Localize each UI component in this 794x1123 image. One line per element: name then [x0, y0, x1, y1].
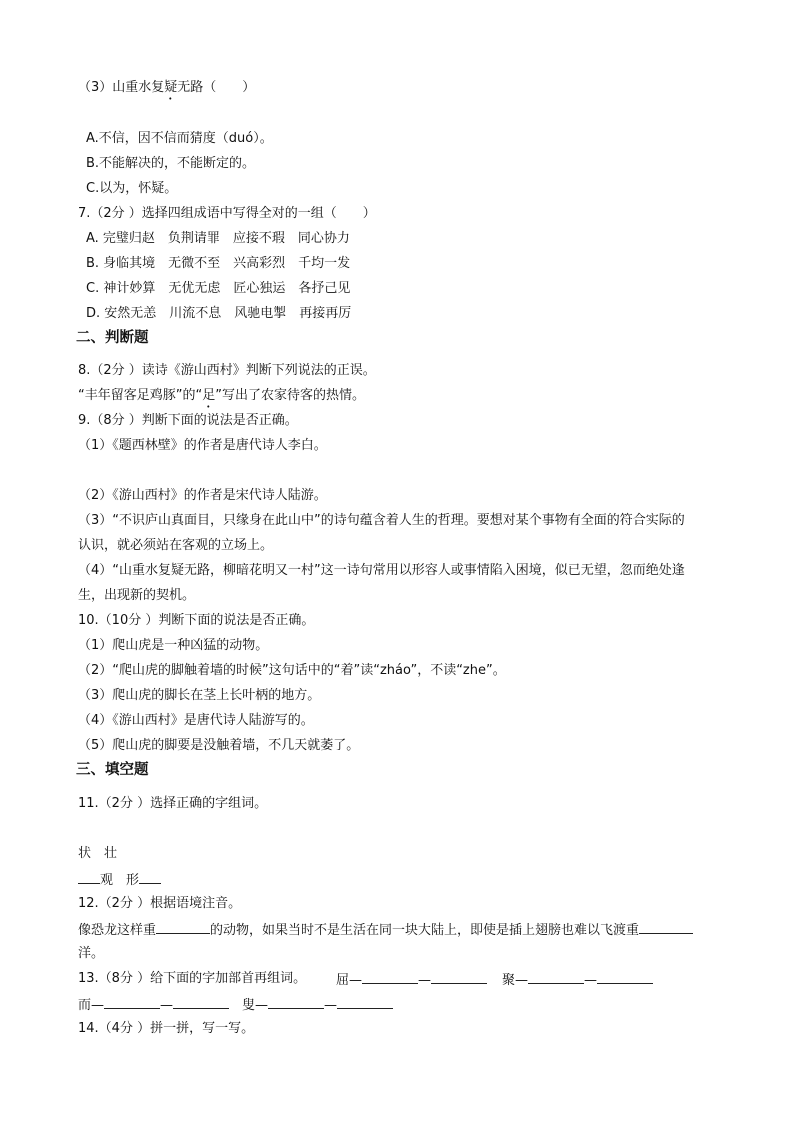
q7-option-b: B. 身临其境 无微不至 兴高彩烈 千均一发 — [86, 256, 351, 271]
q7-option-a: A. 完璧归赵 负荆请罪 应接不瑕 同心协力 — [86, 231, 350, 246]
q13-item-4 — [242, 995, 393, 1015]
q12-text-a: 像恐龙这样重 — [78, 923, 157, 938]
q13-item-1 — [336, 970, 487, 990]
q11-words: 观 形 — [100, 873, 140, 888]
q6-option-a: A.不信，因不信而猜度（duó）。 — [86, 131, 273, 146]
answer-blank[interactable] — [156, 920, 210, 934]
q6-sub3-stem — [78, 79, 255, 103]
emphasized-char: 足 — [202, 388, 216, 403]
dash: — — [418, 973, 432, 988]
q8-text-suffix: ”写出了农家待客的热情。 — [215, 388, 365, 403]
section-title-judgement: 二、判断题 — [76, 330, 149, 346]
q9-statement-2: （2）《游山西村》的作者是宋代诗人陆游。 — [78, 488, 327, 503]
dash: — — [515, 973, 529, 988]
q8-stem: 8.（2分 ）读诗《游山西村》判断下列说法的正误。 — [78, 363, 376, 378]
section-title-fill-blank: 三、填空题 — [76, 762, 149, 778]
stem-prefix: （3）山重水复 — [78, 80, 165, 95]
q12-line-2: 洋。 — [78, 946, 105, 961]
q11-stem: 11.（2分 ）选择正确的字组词。 — [78, 796, 268, 811]
q10-statement-1: （1）爬山虎是一种凶猛的动物。 — [78, 638, 269, 653]
q8-text-prefix: “丰年留客足鸡豚”的“ — [78, 388, 203, 403]
q10-statement-3: （3）爬山虎的脚长在茎上长叶柄的地方。 — [78, 688, 321, 703]
q10-stem: 10.（10分 ）判断下面的说法是否正确。 — [78, 613, 315, 628]
q10-statement-4: （4）《游山西村》是唐代诗人陆游写的。 — [78, 713, 314, 728]
dash: — — [255, 998, 269, 1013]
q9-statement-4-line1: （4）“山重水复疑无路，柳暗花明又一村”这一诗句常用以形容人或事情陷入困境，似已无望，忽而绝处逢 — [78, 563, 685, 578]
answer-blank[interactable] — [268, 995, 324, 1009]
q12-line-1 — [78, 920, 693, 940]
q13-char: 聚 — [502, 973, 516, 988]
answer-blank[interactable] — [639, 920, 693, 934]
q12-stem: 12.（2分 ）根据语境注音。 — [78, 896, 242, 911]
dash: — — [160, 998, 174, 1013]
answer-blank[interactable] — [431, 970, 487, 984]
q13-char: 屈 — [336, 973, 350, 988]
answer-blank[interactable] — [173, 995, 229, 1009]
q9-statement-3-line1: （3）“不识庐山真面目，只缘身在此山中”的诗句蕴含着人生的哲理。要想对某个事物有全面的符合实际的 — [78, 513, 685, 528]
q6-option-b: B.不能解决的，不能断定的。 — [86, 156, 256, 171]
q6-option-c: C.以为，怀疑。 — [86, 181, 178, 196]
q10-statement-2: （2）“爬山虎的脚触着墙的时候”这句话中的“着”读“zháo”，不读“zhe”。 — [78, 663, 506, 678]
q13-char: 而 — [78, 998, 92, 1013]
q13-item-3 — [78, 995, 229, 1015]
q7-option-c: C. 神计妙算 无优无虑 匠心独运 各抒己见 — [86, 281, 351, 296]
answer-blank[interactable] — [597, 970, 653, 984]
emphasized-char: 疑 — [164, 80, 178, 95]
q7-stem: 7.（2分 ）选择四组成语中写得全对的一组（ ） — [78, 206, 376, 221]
answer-blank[interactable] — [104, 995, 160, 1009]
q13-item-2 — [502, 970, 653, 990]
dash: — — [584, 973, 598, 988]
q7-option-d: D. 安然无恙 川流不息 风驰电掣 再接再厉 — [86, 306, 352, 321]
answer-blank[interactable] — [528, 970, 584, 984]
q10-statement-5: （5）爬山虎的脚要是没触着墙，不几天就萎了。 — [78, 738, 360, 753]
q14-stem: 14.（4分 ）拼一拼，写一写。 — [78, 1021, 255, 1036]
answer-blank[interactable] — [337, 995, 393, 1009]
q9-statement-4-line2: 生，出现新的契机。 — [78, 588, 196, 603]
q9-statement-1: （1）《题西林壁》的作者是唐代诗人李白。 — [78, 438, 327, 453]
answer-blank[interactable] — [362, 970, 418, 984]
answer-blank[interactable] — [139, 870, 161, 884]
q11-choices: 状 壮 — [78, 846, 118, 861]
dash: — — [91, 998, 105, 1013]
answer-blank[interactable] — [78, 870, 100, 884]
q11-blanks — [78, 870, 161, 890]
q9-statement-3-line2: 认识，就必须站在客观的立场上。 — [78, 538, 274, 553]
q13-stem: 13.（8分 ）给下面的字加部首再组词。 — [78, 971, 307, 986]
dash: — — [324, 998, 338, 1013]
q13-char: 叟 — [242, 998, 256, 1013]
q9-stem: 9.（8分 ）判断下面的说法是否正确。 — [78, 413, 298, 428]
dash: — — [349, 973, 363, 988]
stem-suffix: 无路（ ） — [177, 80, 256, 95]
q8-statement — [78, 387, 365, 411]
q12-text-b: 的动物，如果当时不是生活在同一块大陆上，即使是插上翅膀也难以飞渡重 — [210, 923, 640, 938]
